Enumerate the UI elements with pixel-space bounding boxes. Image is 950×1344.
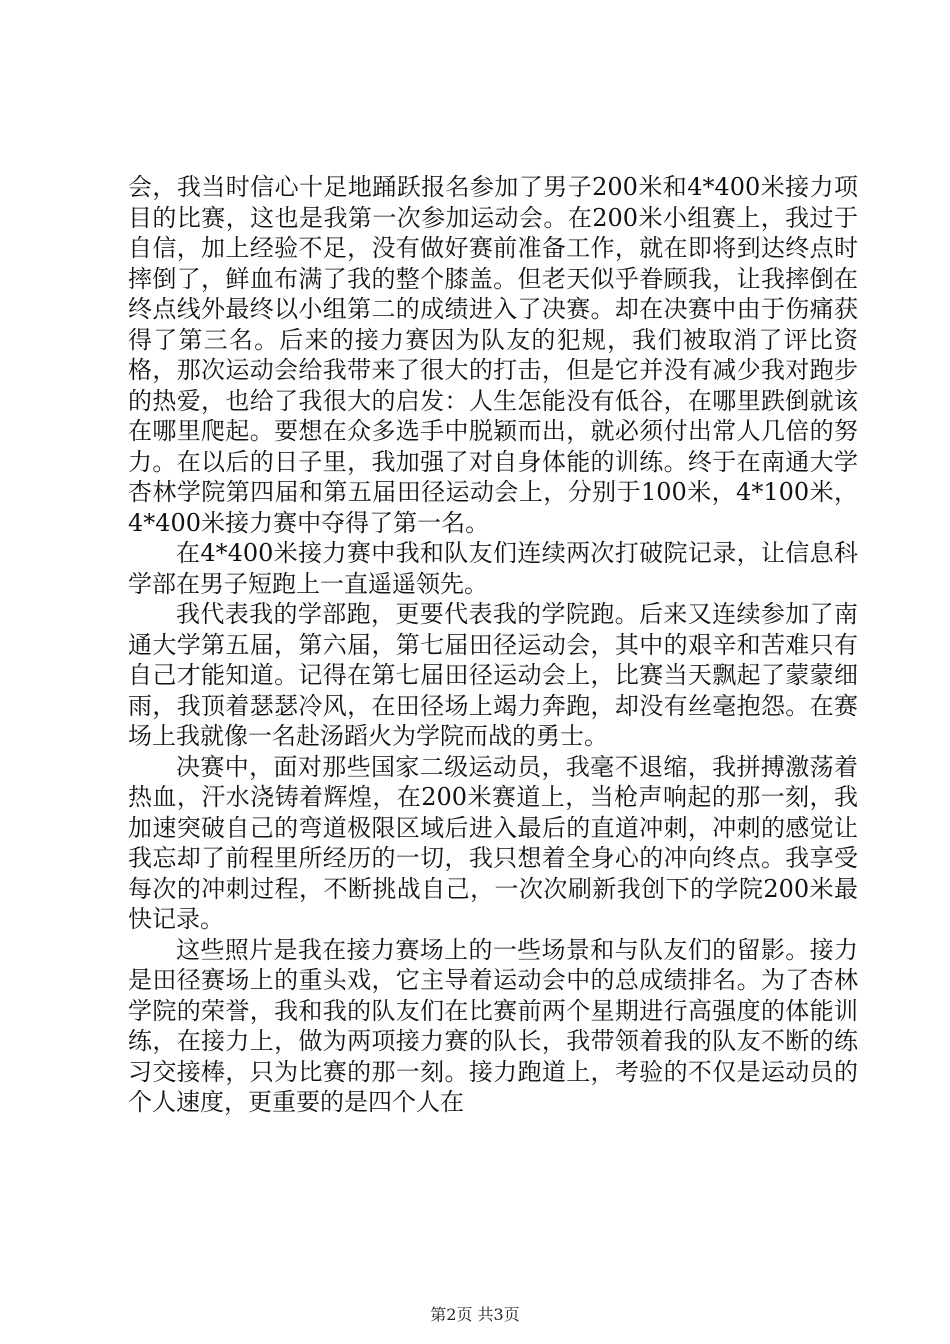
paragraph-2: 在4*400米接力赛中我和队友们连续两次打破院记录，让信息科学部在男子短跑上一直遥遥领先。	[128, 539, 858, 598]
paragraph-3: 我代表我的学部跑，更要代表我的学院跑。后来又连续参加了南通大学第五届，第六届，第七届田径运动会，其中的艰辛和苦难只有自己才能知道。记得在第七届田径运动会上，比赛当天飘起了蒙蒙细雨，我顶着瑟瑟冷风，在田径场上竭力奔跑，却没有丝毫抱怨。在赛场上我就像一名赴汤蹈火为学院而战的勇士。	[128, 600, 858, 750]
paragraph-4: 决赛中，面对那些国家二级运动员，我毫不退缩，我拼搏激荡着热血，汗水浇铸着辉煌，在200米赛道上，当枪声响起的那一刻，我加速突破自己的弯道极限区域后进入最后的直道冲刺，冲刺的感觉让我忘却了前程里所经历的一切，我只想着全身心的冲向终点。我享受每次的冲刺过程，不断挑战自己，一次次刷新我创下的学院200米最快记录。	[128, 752, 858, 933]
page-footer: 第2页 共3页	[430, 1305, 520, 1324]
paragraph-1: 会，我当时信心十足地踊跃报名参加了男子200米和4*400米接力项目的比赛，这也是我第一次参加运动会。在200米小组赛上，我过于自信，加上经验不足，没有做好赛前准备工作，就在即将到达终点时摔倒了，鲜血布满了我的整个膝盖。但老天似乎眷顾我，让我摔倒在终点线外最终以小组第二的成绩进入了决赛。却在决赛中由于伤痛获得了第三名。后来的接力赛因为队友的犯规，我们被取消了评比资格，那次运动会给我带来了很大的打击，但是它并没有减少我对跑步的热爱，也给了我很大的启发：人生怎能没有低谷，在哪里跌倒就该在哪里爬起。要想在众多选手中脱颖而出，就必须付出常人几倍的努力。在以后的日子里，我加强了对自身体能的训练。终于在南通大学杏林学院第四届和第五届田径运动会上，分别于100米，4*100米，4*400米接力赛中夺得了第一名。	[128, 173, 858, 537]
paragraph-5: 这些照片是我在接力赛场上的一些场景和与队友们的留影。接力是田径赛场上的重头戏，它主导着运动会中的总成绩排名。为了杏林学院的荣誉，我和我的队友们在比赛前两个星期进行高强度的体能训练，在接力上，做为两项接力赛的队长，我带领着我的队友不断的练习交接棒，只为比赛的那一刻。接力跑道上，考验的不仅是运动员的个人速度，更重要的是四个人在	[128, 935, 858, 1116]
document-body	[128, 172, 858, 1118]
